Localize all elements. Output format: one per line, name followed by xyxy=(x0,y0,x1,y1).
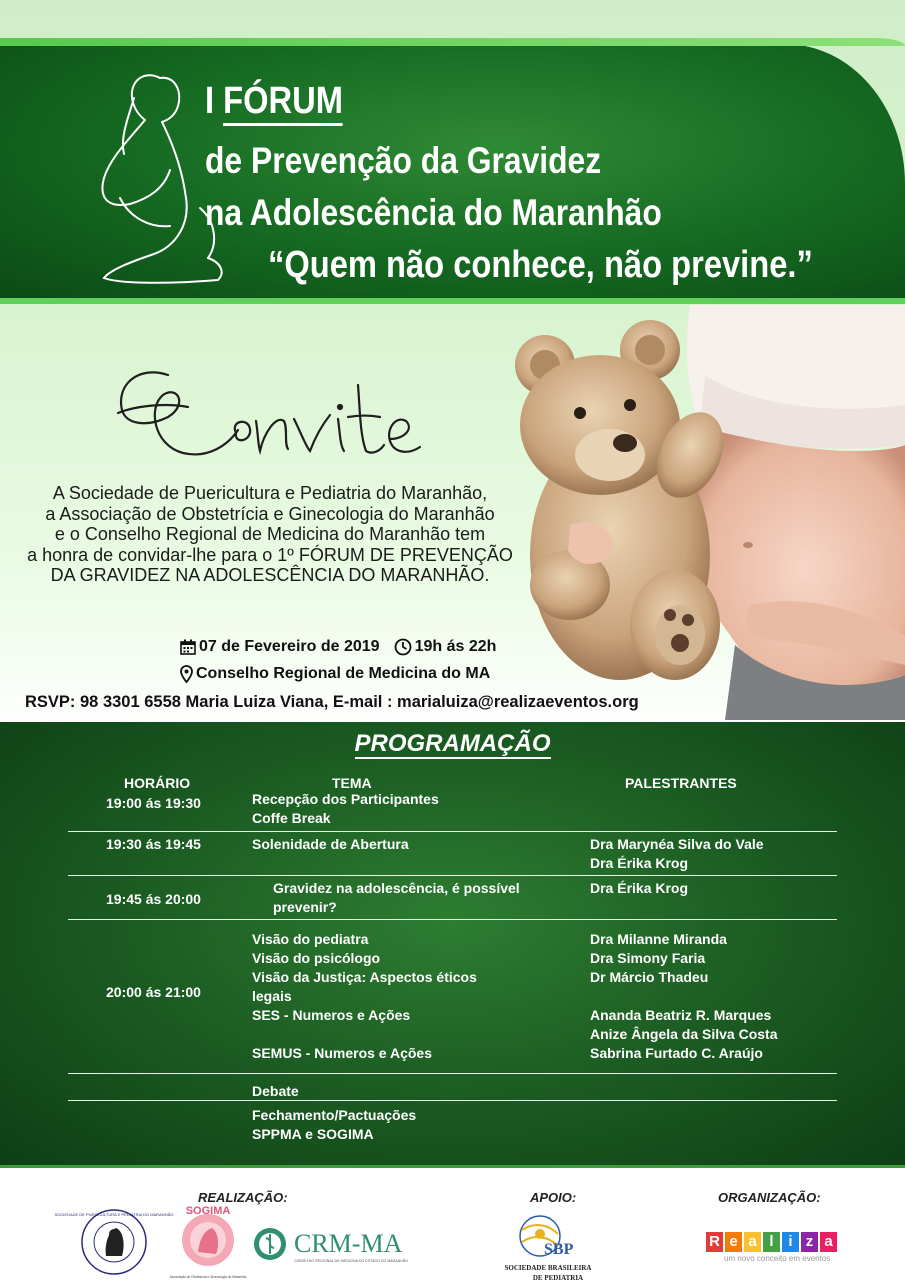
row-topic xyxy=(252,930,542,1063)
invitation-line: A Sociedade de Puericultura e Pediatria do Maranhão, xyxy=(52,483,488,503)
sbp-logo xyxy=(500,1210,600,1284)
label-realizacao: REALIZAÇÃO: xyxy=(198,1190,288,1205)
header xyxy=(0,0,905,300)
program-row xyxy=(68,790,837,832)
topic-line: Gravidez na adolescência, é possível xyxy=(273,880,520,896)
speaker-line xyxy=(590,987,840,1006)
realiza-letter: e xyxy=(725,1232,742,1252)
speaker-line: Dra Érika Krog xyxy=(590,880,689,896)
topic-line: Debate xyxy=(252,1083,299,1099)
row-topic xyxy=(252,1106,542,1144)
speaker-line: Ananda Beatriz R. Marques xyxy=(590,1007,772,1023)
topic-line: Recepção dos Participantes xyxy=(252,791,439,807)
label-organizacao: ORGANIZAÇÃO: xyxy=(718,1190,821,1205)
column-header-topic: TEMA xyxy=(332,775,372,791)
row-time: 20:00 ás 21:00 xyxy=(106,984,201,1000)
topic-line: Fechamento/Pactuações xyxy=(252,1107,417,1123)
invitation-text xyxy=(15,483,525,586)
invitation-line: DA GRAVIDEZ NA ADOLESCÊNCIA DO MARANHÃO. xyxy=(50,565,490,585)
speaker-line: Anize Ângela da Silva Costa xyxy=(590,1026,778,1042)
topic-line: SPPMA e SOGIMA xyxy=(252,1126,374,1142)
speaker-line: Sabrina Furtado C. Araújo xyxy=(590,1045,763,1061)
row-speakers xyxy=(590,930,840,1063)
invitation-line: a honra de convidar-lhe para o 1º FÓRUM DE PREVENÇÃO xyxy=(27,544,513,565)
topic-line: SEMUS - Numeros e Ações xyxy=(252,1045,432,1061)
topic-line xyxy=(252,1025,542,1044)
row-speakers xyxy=(590,879,840,898)
crm-ma-logo xyxy=(252,1224,424,1266)
event-place xyxy=(180,665,490,683)
sogima-logo-text: SOGIMA xyxy=(185,1205,231,1217)
event-date-time xyxy=(180,638,496,656)
realiza-letter: a xyxy=(744,1232,761,1252)
speaker-line: Dra Milanne Miranda xyxy=(590,931,727,947)
row-topic xyxy=(273,879,563,917)
slogan: “Quem não conhece, não previne.” xyxy=(268,244,813,286)
realiza-letter: l xyxy=(763,1232,780,1252)
topic-line: Visão do psicólogo xyxy=(252,950,381,966)
row-time: 19:45 ás 20:00 xyxy=(106,891,201,907)
realiza-logo-text xyxy=(706,1232,846,1252)
program-row xyxy=(68,832,837,876)
sbp-name-line-1: SOCIEDADE BRASILEIRA xyxy=(504,1264,592,1272)
event-time: 19h ás 22h xyxy=(414,638,497,655)
realiza-logo xyxy=(706,1232,846,1263)
realiza-letter: R xyxy=(706,1232,723,1252)
program-row xyxy=(68,1074,837,1101)
sogima-logo-subtext: Associação de Obstetrícia e Ginecologia do Maranhão xyxy=(169,1275,247,1279)
event-place-text: Conselho Regional de Medicina do MA xyxy=(196,665,491,682)
program-row xyxy=(68,1101,837,1151)
title-line-3: na Adolescência do Maranhão xyxy=(205,192,662,233)
rsvp-line: RSVP: 98 3301 6558 Maria Luiza Viana, E-mail : marialuiza@realizaeventos.org xyxy=(25,693,639,711)
title-forum: I FÓRUM xyxy=(205,80,343,123)
sppma-logo xyxy=(54,1206,174,1278)
program-section xyxy=(0,722,905,1165)
footer xyxy=(0,1165,905,1283)
sppma-logo-text: SOCIEDADE DE PUERICULTURA E PEDIATRIA DO MARANHÃO xyxy=(54,1212,174,1217)
crm-ma-logo-subtext: CONSELHO REGIONAL DE MEDICINA DO ESTADO DO MARANHÃO xyxy=(294,1259,409,1263)
location-pin-icon xyxy=(180,665,193,683)
row-speakers xyxy=(590,835,840,873)
convite-script-heading xyxy=(108,355,428,475)
clock-icon xyxy=(394,638,412,656)
sbp-name-line-2: DE PEDIATRIA xyxy=(532,1274,584,1282)
realiza-letter: z xyxy=(801,1232,818,1252)
label-apoio: APOIO: xyxy=(530,1190,577,1205)
topic-line: legais xyxy=(252,988,292,1004)
row-topic xyxy=(252,790,542,828)
sogima-logo xyxy=(169,1196,247,1282)
row-time: 19:00 ás 19:30 xyxy=(106,795,201,811)
invitation-line: e o Conselho Regional de Medicina do Maranhão tem xyxy=(54,524,486,544)
realiza-letter: a xyxy=(820,1232,837,1252)
topic-line: prevenir? xyxy=(273,899,337,915)
invitation-line: a Associação de Obstetrícia e Ginecologia do Maranhão xyxy=(45,503,495,524)
crm-ma-logo-text: CRM-MA xyxy=(294,1229,403,1258)
program-row xyxy=(68,876,837,920)
row-topic xyxy=(252,1082,542,1101)
pregnant-belly-teddy-bear-photo xyxy=(500,305,905,720)
topic-line: Coffe Break xyxy=(252,810,331,826)
event-date: 07 de Fevereiro de 2019 xyxy=(199,638,380,655)
title-line-2: de Prevenção da Gravidez xyxy=(205,140,602,181)
realiza-tagline: um novo conceito em eventos xyxy=(724,1254,831,1263)
calendar-icon xyxy=(180,639,196,655)
speaker-line: Dr Márcio Thadeu xyxy=(590,969,709,985)
row-topic xyxy=(252,835,542,854)
realiza-letter: i xyxy=(782,1232,799,1252)
speaker-line: Dra Marynéa Silva do Vale xyxy=(590,836,764,852)
topic-line: Visão da Justiça: Aspectos éticos xyxy=(252,969,477,985)
sbp-logo-text: SBP xyxy=(544,1241,574,1258)
program-title: PROGRAMAÇÃO xyxy=(354,730,551,757)
topic-line: Solenidade de Abertura xyxy=(252,836,409,852)
speaker-line: Dra Érika Krog xyxy=(590,855,689,871)
program-row xyxy=(68,920,837,1074)
topic-line: SES - Numeros e Ações xyxy=(252,1007,411,1023)
row-time: 19:30 ás 19:45 xyxy=(106,836,201,852)
speaker-line: Dra Simony Faria xyxy=(590,950,706,966)
column-header-speakers: PALESTRANTES xyxy=(625,775,737,791)
column-header-time: HORÁRIO xyxy=(124,775,191,791)
topic-line: Visão do pediatra xyxy=(252,931,369,947)
